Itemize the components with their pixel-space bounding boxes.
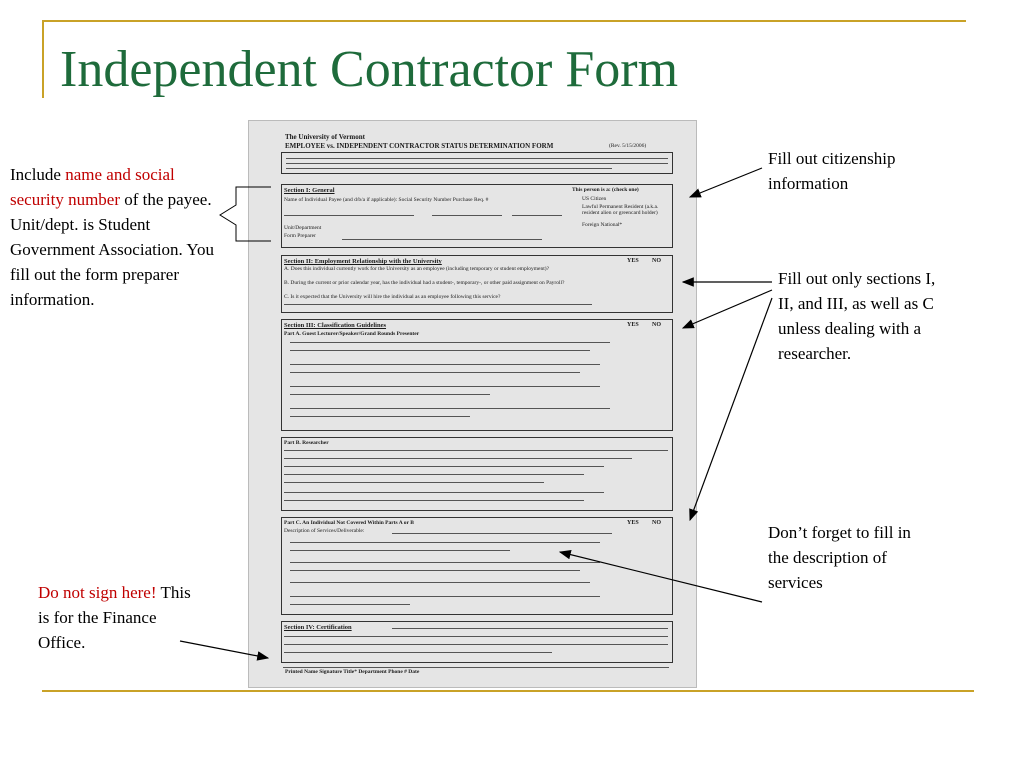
section-3-part-a: Part A. Guest Lecturer/Speaker/Grand Rounds Presenter xyxy=(284,331,420,337)
form-rev: (Rev. 5/15/2006) xyxy=(609,143,647,149)
note-highlight: name and social security number xyxy=(10,165,175,209)
note-sections: Fill out only sections I, II, and III, as well as C unless dealing with a researcher. xyxy=(778,269,936,363)
bracket-section-1 xyxy=(220,187,271,241)
section-2-title: Section II: Employment Relationship with the University xyxy=(284,258,442,265)
yes-label: YES xyxy=(627,322,639,328)
note-citizenship: Fill out citizenship information xyxy=(768,149,896,193)
section-1-us-citizen: US Citizen xyxy=(582,196,607,202)
section-3-title: Section III: Classification Guidelines xyxy=(284,322,387,329)
note-text: Include xyxy=(10,165,66,184)
section-1-unit: Unit/Department xyxy=(284,225,322,231)
form-title: EMPLOYEE vs. INDEPENDENT CONTRACTOR STATUS DETERMINATION FORM xyxy=(285,142,554,150)
arrow-section-3 xyxy=(683,290,772,328)
section-3-part-c-description: Description of Services/Deliverable: xyxy=(284,528,365,534)
arrow-certification xyxy=(180,641,268,658)
section-1-person-type: This person is a: (check one) xyxy=(572,187,639,193)
note-description: Don’t forget to fill in the description of services xyxy=(768,523,911,592)
section-4-title: Section IV: Certification xyxy=(284,624,352,631)
section-3-part-c-title: Part C. An Individual Not Covered Within Parts A or B xyxy=(284,520,414,526)
note-highlight: Do not sign here! xyxy=(38,583,157,602)
yes-label: YES xyxy=(627,520,639,526)
yes-label: YES xyxy=(627,258,639,264)
no-label: NO xyxy=(652,520,661,526)
section-3-part-b-title: Part B. Researcher xyxy=(284,440,329,446)
note-text: This is for the Finance Office. xyxy=(38,583,191,652)
arrow-description xyxy=(560,552,762,602)
section-1-preparer: Form Preparer xyxy=(284,233,316,239)
no-label: NO xyxy=(652,258,661,264)
no-label: NO xyxy=(652,322,661,328)
arrow-part-c xyxy=(690,298,772,520)
section-1-title: Section I: General xyxy=(284,187,335,194)
note-text: of the payee. Unit/dept. is Student Government Association. You fill out the form preparer information. xyxy=(10,190,214,309)
section-2-question-a: A. Does this individual currently work for the University as an employee (including temporary or student employment)? xyxy=(284,266,550,272)
arrow-citizenship xyxy=(690,168,762,197)
section-2-question-c: C. Is it expected that the University will hire the individual as an employee following this service? xyxy=(284,294,501,300)
form-org: The University of Vermont xyxy=(285,133,365,141)
section-1-resident: Lawful Permanent Resident (a.k.a. resident alien or greencard holder) xyxy=(582,204,659,216)
section-2-question-b: B. During the current or prior calendar year, has the individual had a student-, temporary-, or other paid assignment on Payroll? xyxy=(284,280,565,286)
section-1-fields: Name of Individual Payee (and d/b/a if applicable): Social Security Number Purchase Req. # xyxy=(284,197,489,203)
section-4-signature-columns: Printed Name Signature Title* Department Phone # Date xyxy=(285,669,420,675)
section-1-foreign: Foreign National* xyxy=(582,222,623,228)
slide-title: Independent Contractor Form xyxy=(60,41,679,98)
